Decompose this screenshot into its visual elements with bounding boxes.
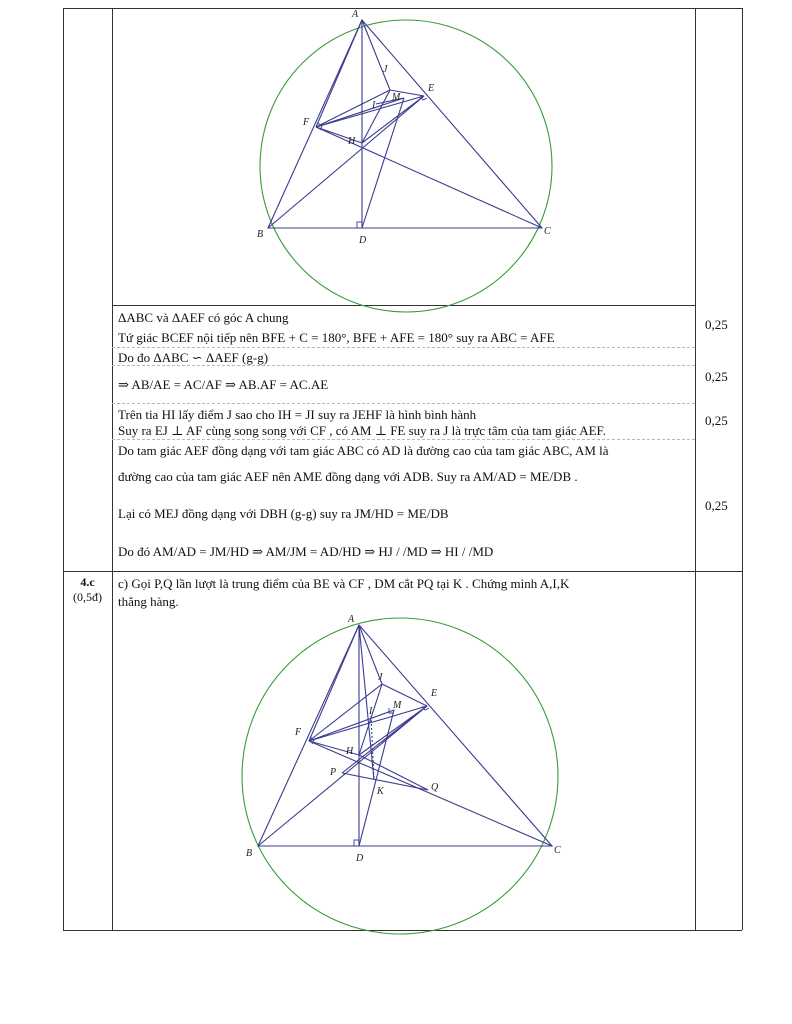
text-line-8: đường cao của tam giác AEF nên AME đồng dạng với ADB. Suy ra AM/AD = ME/DB . — [118, 469, 578, 484]
point-label-H: H — [348, 136, 356, 147]
text-line-2: Tứ giác BCEF nội tiếp nên BFE + C = 180°, BFE + AFE = 180° suy ra ABC = AFE — [118, 330, 555, 345]
point-label-I: I — [369, 706, 373, 717]
point-label-F: F — [303, 117, 310, 128]
point-label-P: P — [330, 767, 337, 778]
point-label-A: A — [352, 9, 359, 20]
score-2: 0,25 — [705, 369, 728, 384]
point-label-F: F — [295, 727, 302, 738]
question-text-line-2: thẳng hàng. — [118, 594, 179, 609]
text-line-6: Suy ra EJ ⊥ AF cùng song song với CF , có AM ⊥ FE suy ra J là trực tâm của tam giác AEF. — [118, 423, 606, 438]
point-label-H: H — [346, 746, 354, 757]
score-1: 0,25 — [705, 317, 728, 332]
score-4: 0,25 — [705, 498, 728, 513]
point-label-C: C — [554, 845, 561, 856]
point-label-J: J — [383, 64, 388, 75]
text-line-5: Trên tia HI lấy điểm J sao cho IH = JI suy ra JEHF là hình bình hành — [118, 407, 477, 422]
point-label-M: M — [393, 700, 402, 711]
text-line-10: Do đó AM/AD = JM/HD ⇒ AM/JM = AD/HD ⇒ HJ / /MD ⇒ HI / /MD — [118, 544, 494, 559]
text-line-4: ⇒ AB/AE = AC/AF ⇒ AB.AF = AC.AE — [118, 377, 329, 392]
question-points: (0,5đ) — [73, 590, 102, 604]
point-label-C: C — [544, 226, 551, 237]
question-text-line-1: c) Gọi P,Q lần lượt là trung điểm của BE và CF , DM cắt PQ tại K . Chứng minh A,I,K — [118, 576, 570, 591]
point-label-E: E — [431, 688, 438, 699]
point-label-B: B — [257, 229, 264, 240]
point-label-I: I — [372, 100, 376, 111]
point-label-D: D — [359, 235, 367, 246]
point-label-B: B — [246, 848, 253, 859]
point-label-J: J — [378, 672, 383, 683]
score-3: 0,25 — [705, 413, 728, 428]
text-line-1: ΔABC và ΔAEF có góc A chung — [118, 310, 289, 325]
point-label-D: D — [356, 853, 364, 864]
text-line-7: Do tam giác AEF đồng dạng với tam giác ABC có AD là đường cao của tam giác ABC, AM là — [118, 443, 609, 458]
text-line-3: Do đo ΔABC ∽ ΔAEF (g-g) — [118, 350, 269, 365]
point-label-M: M — [392, 92, 401, 103]
point-label-K: K — [377, 786, 384, 797]
text-line-9: Lại có MEJ đồng dạng với DBH (g-g) suy ra JM/HD = ME/DB — [118, 506, 449, 521]
point-label-A: A — [348, 614, 355, 625]
point-label-Q: Q — [431, 782, 439, 793]
point-label-E: E — [428, 83, 435, 94]
question-label: 4.c — [80, 575, 95, 589]
